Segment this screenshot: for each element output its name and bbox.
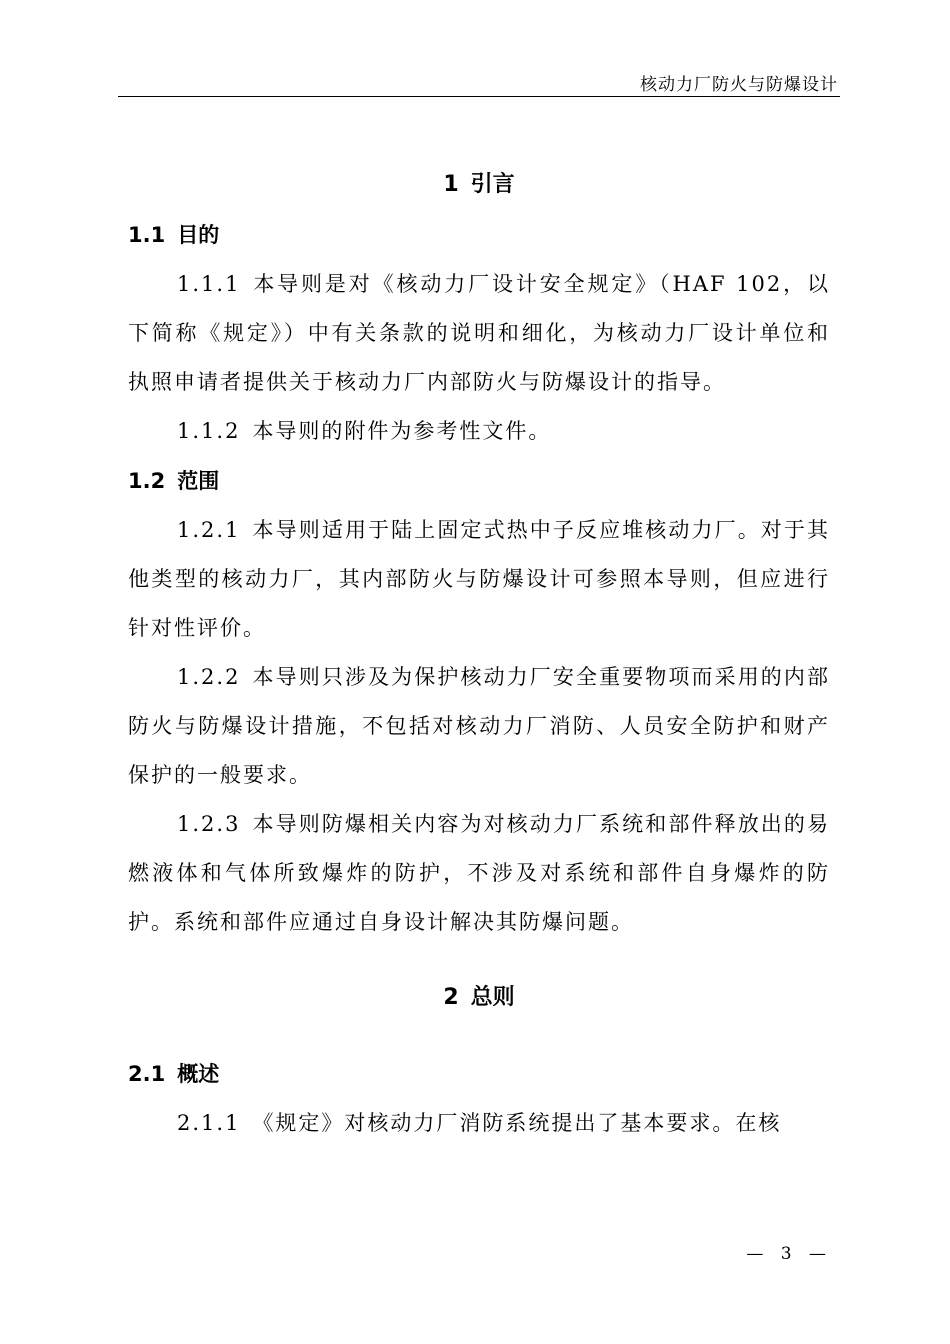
- page-number: — 3 —: [746, 1244, 832, 1264]
- document-body: [128, 160, 830, 1148]
- section-number: 1.1: [128, 223, 166, 247]
- section-title-text: 目的: [177, 223, 220, 247]
- chapter-title-text: 引言: [470, 172, 515, 197]
- clause-2-1-1: [128, 1099, 830, 1148]
- clause-1-2-1: [128, 506, 830, 653]
- section-2-1-title: [128, 1049, 830, 1099]
- clause-number: 1.2.3: [177, 812, 241, 836]
- clause-number: 1.1.2: [177, 419, 241, 443]
- chapter-2-title: [128, 973, 830, 1023]
- clause-number: 1.1.1: [177, 272, 241, 296]
- clause-number: 1.2.1: [177, 518, 241, 542]
- section-number: 2.1: [128, 1062, 166, 1086]
- chapter-number: 2: [443, 985, 459, 1010]
- section-title-text: 范围: [177, 469, 220, 493]
- chapter-gap: [128, 947, 830, 973]
- chapter-1-title: [128, 160, 830, 210]
- chapter-number: 1: [443, 172, 459, 197]
- clause-text: 本导则是对《核动力厂设计安全规定》（HAF 102，以下简称《规定》）中有关条款的说明和细化，为核动力厂设计单位和执照申请者提供关于核动力厂内部防火与防爆设计的指导。: [128, 272, 830, 394]
- clause-text: 本导则防爆相关内容为对核动力厂系统和部件释放出的易燃液体和气体所致爆炸的防护，不涉及对系统和部件自身爆炸的防护。系统和部件应通过自身设计解决其防爆问题。: [128, 812, 830, 934]
- running-header: 核动力厂防火与防爆设计: [640, 75, 838, 95]
- section-number: 1.2: [128, 469, 166, 493]
- header-rule: [118, 96, 840, 97]
- clause-1-2-2: [128, 653, 830, 800]
- clause-text: 本导则只涉及为保护核动力厂安全重要物项而采用的内部防火与防爆设计措施，不包括对核动力厂消防、人员安全防护和财产保护的一般要求。: [128, 665, 830, 787]
- clause-text: 本导则适用于陆上固定式热中子反应堆核动力厂。对于其他类型的核动力厂，其内部防火与防爆设计可参照本导则，但应进行针对性评价。: [128, 518, 830, 640]
- chapter-gap: [128, 1023, 830, 1049]
- clause-1-2-3: [128, 800, 830, 947]
- clause-text: 本导则的附件为参考性文件。: [252, 419, 552, 443]
- clause-1-1-1: [128, 260, 830, 407]
- clause-number: 1.2.2: [177, 665, 241, 689]
- section-1-1-title: [128, 210, 830, 260]
- section-title-text: 概述: [177, 1062, 220, 1086]
- section-1-2-title: [128, 456, 830, 506]
- clause-1-1-2: [128, 407, 830, 456]
- chapter-title-text: 总则: [470, 985, 515, 1010]
- clause-text: 《规定》对核动力厂消防系统提出了基本要求。在核: [252, 1111, 782, 1135]
- clause-number: 2.1.1: [177, 1111, 241, 1135]
